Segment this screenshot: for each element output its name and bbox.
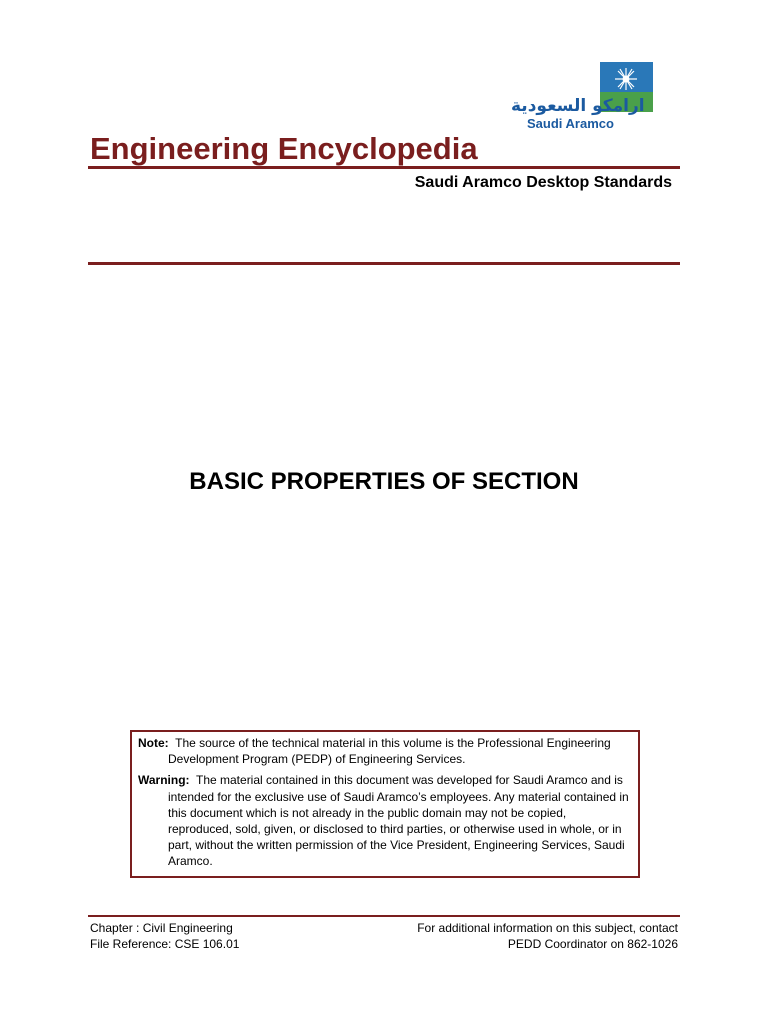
encyclopedia-title: Engineering Encyclopedia bbox=[90, 131, 478, 166]
warning-text: The material contained in this document was developed for Saudi Aramco and is intended for the exclusive use of Saudi Aramco’s employees. Any material contained in this document which is not already in the public domain may not be copied, reproduced, sold, given, or disclosed to third parties, or otherwise used in whole, or in part, without the written permission of the Vice President, Engineering Services, Saudi Aramco. bbox=[168, 773, 629, 869]
section-divider bbox=[88, 262, 680, 265]
notice-box bbox=[130, 730, 640, 878]
header-divider bbox=[88, 166, 680, 169]
footer-file-reference: File Reference: CSE 106.01 bbox=[90, 937, 240, 951]
footer-divider bbox=[88, 915, 680, 917]
encyclopedia-subtitle: Saudi Aramco Desktop Standards bbox=[414, 174, 672, 191]
note-label: Note: bbox=[138, 736, 169, 750]
logo-latin-text: Saudi Aramco bbox=[527, 116, 614, 131]
note-paragraph bbox=[138, 735, 632, 767]
logo-arabic-text: ارامكو السعودية bbox=[511, 96, 645, 116]
note-text: The source of the technical material in this volume is the Professional Engineering Development Program (PEDP) of Engineering Services. bbox=[168, 736, 611, 767]
warning-label: Warning: bbox=[138, 773, 190, 788]
footer-right bbox=[417, 920, 678, 952]
document-title: BASIC PROPERTIES OF SECTION bbox=[189, 468, 579, 495]
footer-left bbox=[90, 920, 239, 952]
footer-chapter: Chapter : Civil Engineering bbox=[90, 921, 233, 935]
warning-paragraph bbox=[138, 772, 632, 869]
footer-contact-line1: For additional information on this subject, contact bbox=[417, 921, 678, 935]
saudi-aramco-logo bbox=[505, 62, 679, 132]
footer-contact-line2: PEDD Coordinator on 862-1026 bbox=[507, 937, 678, 951]
